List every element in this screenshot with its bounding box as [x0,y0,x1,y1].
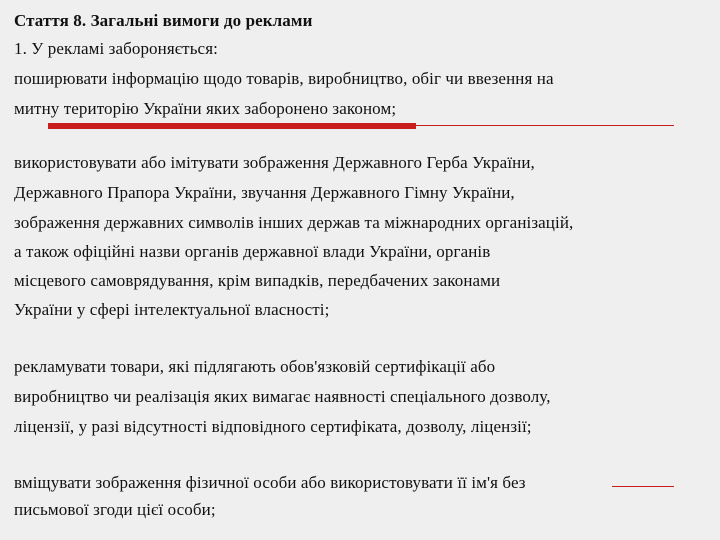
text-line: рекламувати товари, які підлягають обов'язковій сертифікації або [14,357,496,376]
text-line: вміщувати зображення фізичної особи або використовувати її ім'я без [14,473,526,492]
text-line: митну територію України яких заборонено законом; [14,99,397,118]
decorative-red-rule [48,125,674,126]
text-line: поширювати інформацію щодо товарів, виробництво, обіг чи ввезення на [14,69,554,88]
text-line: а також офіційні назви органів державної влади України, органів [14,242,491,261]
text-line: зображення державних символів інших держав та міжнародних організацій, [14,213,574,232]
text-line: 1. У рекламі забороняється: [14,39,218,58]
article-title: Стаття 8. Загальні вимоги до реклами [14,11,313,30]
text-line: України у сфері інтелектуальної власності; [14,300,330,319]
text-line: місцевого самоврядування, крім випадків, передбачених законами [14,271,501,290]
decorative-red-rule-small [612,486,674,487]
text-line: Державного Прапора України, звучання Державного Гімну України, [14,183,515,202]
text-line: виробництво чи реалізація яких вимагає наявності спеціального дозволу, [14,387,551,406]
text-line: письмової згоди цієї особи; [14,500,216,519]
text-line: використовувати або імітувати зображення Державного Герба України, [14,153,535,172]
text-line: ліцензії, у разі відсутності відповідного сертифіката, дозволу, ліцензії; [14,417,532,436]
decorative-red-bar [48,123,416,129]
